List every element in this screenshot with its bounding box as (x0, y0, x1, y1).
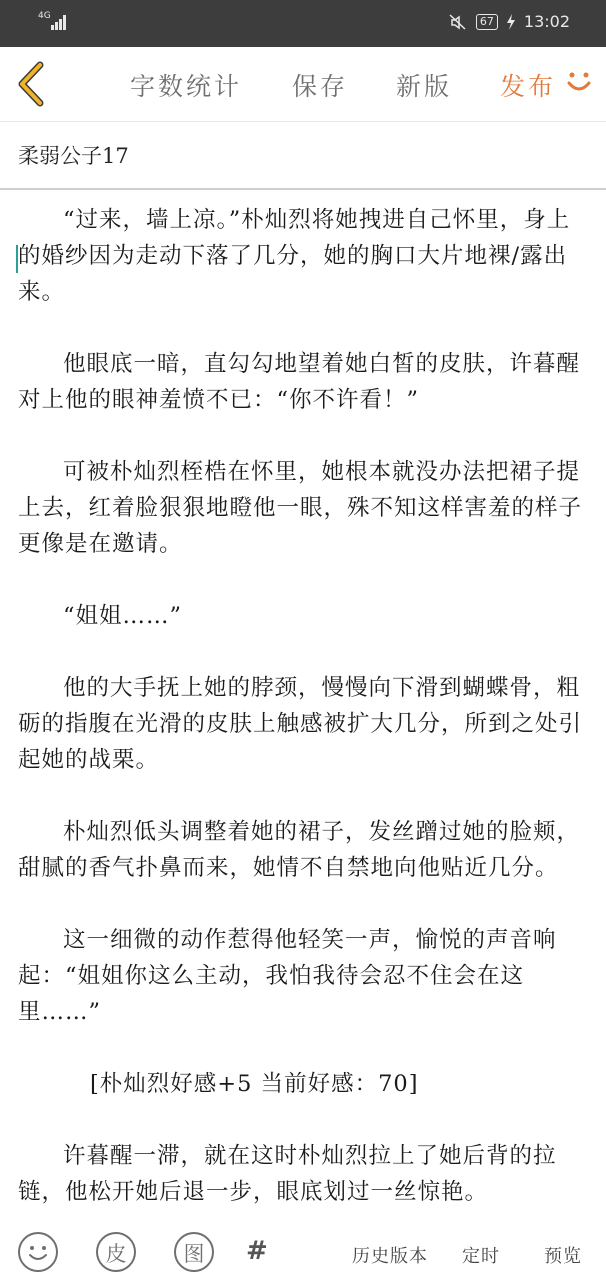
back-button[interactable] (14, 61, 50, 107)
new-version-button[interactable]: 新版 (396, 72, 453, 101)
emoji-button[interactable] (18, 1232, 58, 1272)
smile-icon[interactable] (564, 67, 594, 97)
hashtag-button[interactable]: # (246, 1236, 268, 1266)
paragraph: 可被朴灿烈桎梏在怀里，她根本就没办法把裙子提上去，红着脸狠狠地瞪他一眼，殊不知这样害羞的样子更像是在邀请。 (18, 459, 583, 557)
status-bar (0, 0, 606, 47)
image-button[interactable]: 图 (174, 1232, 214, 1272)
text-cursor (16, 245, 18, 273)
skin-button[interactable]: 皮 (96, 1232, 136, 1272)
preview-button[interactable]: 预览 (544, 1246, 582, 1267)
paragraph: 他眼底一暗，直勾勾地望着她白皙的皮肤，许暮醒对上他的眼神羞愤不已：“你不许看！” (18, 351, 581, 413)
paragraph: 这一细微的动作惹得他轻笑一声，愉悦的声音响起：“姐姐你这么主动，我怕我待会忍不住会在这里……” (18, 927, 557, 1025)
charging-icon (506, 14, 516, 30)
paragraph: “过来，墙上凉。”朴灿烈将她拽进自己怀里，身上的婚纱因为走动下落了几分，她的胸口大片地裸/露出来。 (18, 207, 571, 305)
schedule-button[interactable]: 定时 (462, 1246, 500, 1267)
content-editor[interactable] (0, 190, 606, 1220)
chapter-title-field[interactable] (0, 121, 606, 190)
clock: 13:02 (523, 12, 570, 31)
mute-icon (448, 13, 468, 31)
bottom-toolbar (0, 1220, 606, 1280)
save-button[interactable]: 保存 (292, 72, 349, 101)
paragraph: 许暮醒一滞，就在这时朴灿烈拉上了她后背的拉链，他松开她后退一步，眼底划过一丝惊艳。 (18, 1143, 557, 1205)
network-label: 4G (38, 11, 51, 21)
paragraph: “姐姐……” (63, 603, 183, 629)
paragraph: 他的大手抚上她的脖颈，慢慢向下滑到蝴蝶骨，粗砺的指腹在光滑的皮肤上触感被扩大几分，所到之处引起她的战栗。 (18, 675, 583, 773)
editor-toolbar (0, 47, 606, 122)
paragraph: 朴灿烈低头调整着她的裙子，发丝蹭过她的脸颊，甜腻的香气扑鼻而来，她情不自禁地向他贴近几分。 (18, 819, 581, 881)
emoji-icon (20, 1234, 56, 1270)
signal-icon (51, 14, 69, 30)
publish-button[interactable]: 发布 (500, 72, 557, 101)
system-notice: [朴灿烈好感+5 当前好感：70] (90, 1071, 419, 1097)
chapter-title: 柔弱公子17 (18, 144, 129, 168)
history-version-button[interactable]: 历史版本 (352, 1246, 428, 1267)
chevron-left-icon (14, 61, 50, 107)
battery-indicator: 67 (476, 14, 498, 30)
word-count-button[interactable]: 字数统计 (130, 72, 243, 101)
